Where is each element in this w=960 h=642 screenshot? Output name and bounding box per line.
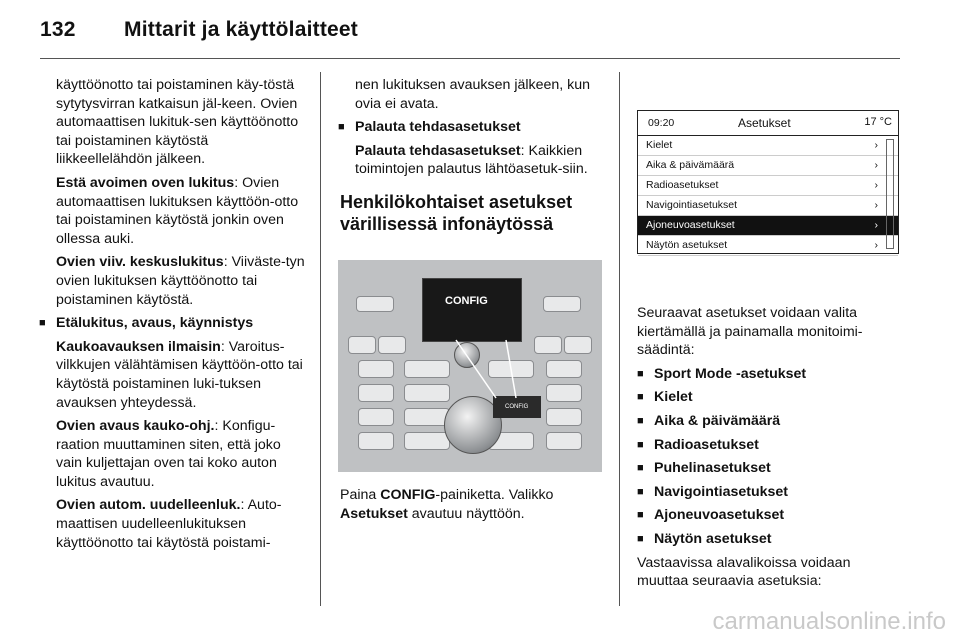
- column-1: [56, 76, 306, 557]
- screen-temperature: 17 °C: [864, 116, 892, 128]
- screen-time: 09:20: [648, 117, 675, 129]
- column-2: [340, 76, 605, 249]
- screen-menu-item[interactable]: Navigointiasetukset ›: [638, 196, 898, 216]
- col3-bullet: ■ Radioasetukset: [637, 436, 902, 455]
- col3-bullet: ■ Ajoneuvoasetukset: [637, 506, 902, 525]
- col3-bullet: ■ Näytön asetukset: [637, 530, 902, 549]
- config-button-callout: CONFIG: [422, 278, 522, 342]
- col3-outro: Vastaavissa alavalikoissa voidaan muuttaa seuraavia asetuksia:: [637, 554, 851, 590]
- col2-bullet: ■ Palauta tehdasasetukset: [338, 118, 605, 137]
- col1-bullet: ■ Etälukitus, avaus, käynnistys: [39, 314, 306, 333]
- col3-bullet: ■ Sport Mode -asetukset: [637, 365, 902, 384]
- chevron-right-icon: ›: [874, 239, 878, 251]
- col1-paragraph-1: käyttöönotto tai poistaminen käy-töstä sytytysvirran katkaisun jäl-keen. Ovien automaattisen lukituk-sen käyttöönotto tai poistaminen käytöstä liikkeellelähdön jälkeen.: [56, 77, 299, 168]
- col2-caption: Paina CONFIG-painiketta. Valikko Asetukset avautuu näyttöön.: [340, 487, 554, 522]
- screen-menu-item[interactable]: Ajoneuvoasetukset ›: [638, 216, 898, 236]
- screen-menu-item[interactable]: Kielet ›: [638, 136, 898, 156]
- screen-menu-item[interactable]: Aika & päivämäärä ›: [638, 156, 898, 176]
- col3-bullet: ■ Aika & päivämäärä: [637, 412, 902, 431]
- col2-paragraph-2: Palauta tehdasasetukset: Kaikkien toimintojen palautus lähtöasetuk-siin.: [355, 142, 588, 178]
- screen-header: [638, 111, 898, 136]
- col3-bullet: ■ Puhelinasetukset: [637, 459, 902, 478]
- col3-bullet: ■ Kielet: [637, 388, 902, 407]
- chevron-right-icon: ›: [874, 179, 878, 191]
- col1-paragraph-4: Kaukoavauksen ilmaisin: Varoitus-vilkkujen välähtämisen käyttöön-otto tai käytöstä poistaminen luki-tuksen avauksen yhteydessä.: [56, 338, 303, 411]
- col3-intro: Seuraavat asetukset voidaan valita kiertämällä ja painamalla monitoimi-säädintä:: [637, 305, 863, 359]
- page-header: [40, 18, 358, 42]
- col1-paragraph-2: Estä avoimen oven lukitus: Ovien automaattisen lukituksen käyttöön-otto tai poistaminen käytöstä jonkin oven ollessa auki.: [56, 174, 299, 247]
- chevron-right-icon: ›: [874, 139, 878, 151]
- screen-menu: [638, 136, 898, 256]
- screen-menu-item[interactable]: Radioasetukset ›: [638, 176, 898, 196]
- header-rule: [40, 58, 900, 59]
- chevron-right-icon: ›: [874, 199, 878, 211]
- config-button: CONFIG: [493, 396, 541, 418]
- chevron-right-icon: ›: [874, 219, 878, 231]
- screen-title: Asetukset: [738, 116, 791, 130]
- screen-menu-item[interactable]: Näytön asetukset ›: [638, 236, 898, 256]
- column-divider-1: [320, 72, 321, 606]
- page-number: 132: [40, 18, 76, 41]
- col1-paragraph-5: Ovien avaus kauko-ohj.: Konfigu-raation muuttaminen siten, että joko vain kuljettajan oven tai koko auton lukitus avautuu.: [56, 418, 281, 490]
- col1-paragraph-3: Ovien viiv. keskuslukitus: Viiväste-tyn ovien lukituksen käyttöönotto tai poistaminen käytöstä.: [56, 254, 305, 308]
- col1-paragraph-6: Ovien autom. uudelleenluk.: Auto-maattisen uudelleenlukituksen käyttöönotto tai käytöstä poistami-: [56, 497, 282, 551]
- column-3: [637, 304, 902, 596]
- col3-bullet: ■ Navigointiasetukset: [637, 483, 902, 502]
- col3-bullet-list: [637, 365, 902, 549]
- screen-scrollbar[interactable]: [886, 139, 894, 249]
- column-divider-2: [619, 72, 620, 606]
- callout-lines: [338, 260, 602, 472]
- section-heading: Henkilökohtaiset asetukset värillisessä infonäytössä: [340, 191, 573, 234]
- chevron-right-icon: ›: [874, 159, 878, 171]
- page-title: Mittarit ja käyttölaitteet: [124, 18, 358, 41]
- settings-screen: [637, 110, 899, 254]
- col2-paragraph-1: nen lukituksen avauksen jälkeen, kun ovia ei avata.: [355, 77, 591, 112]
- console-photo: [338, 260, 602, 472]
- watermark: carmanualsonline.info: [712, 608, 946, 635]
